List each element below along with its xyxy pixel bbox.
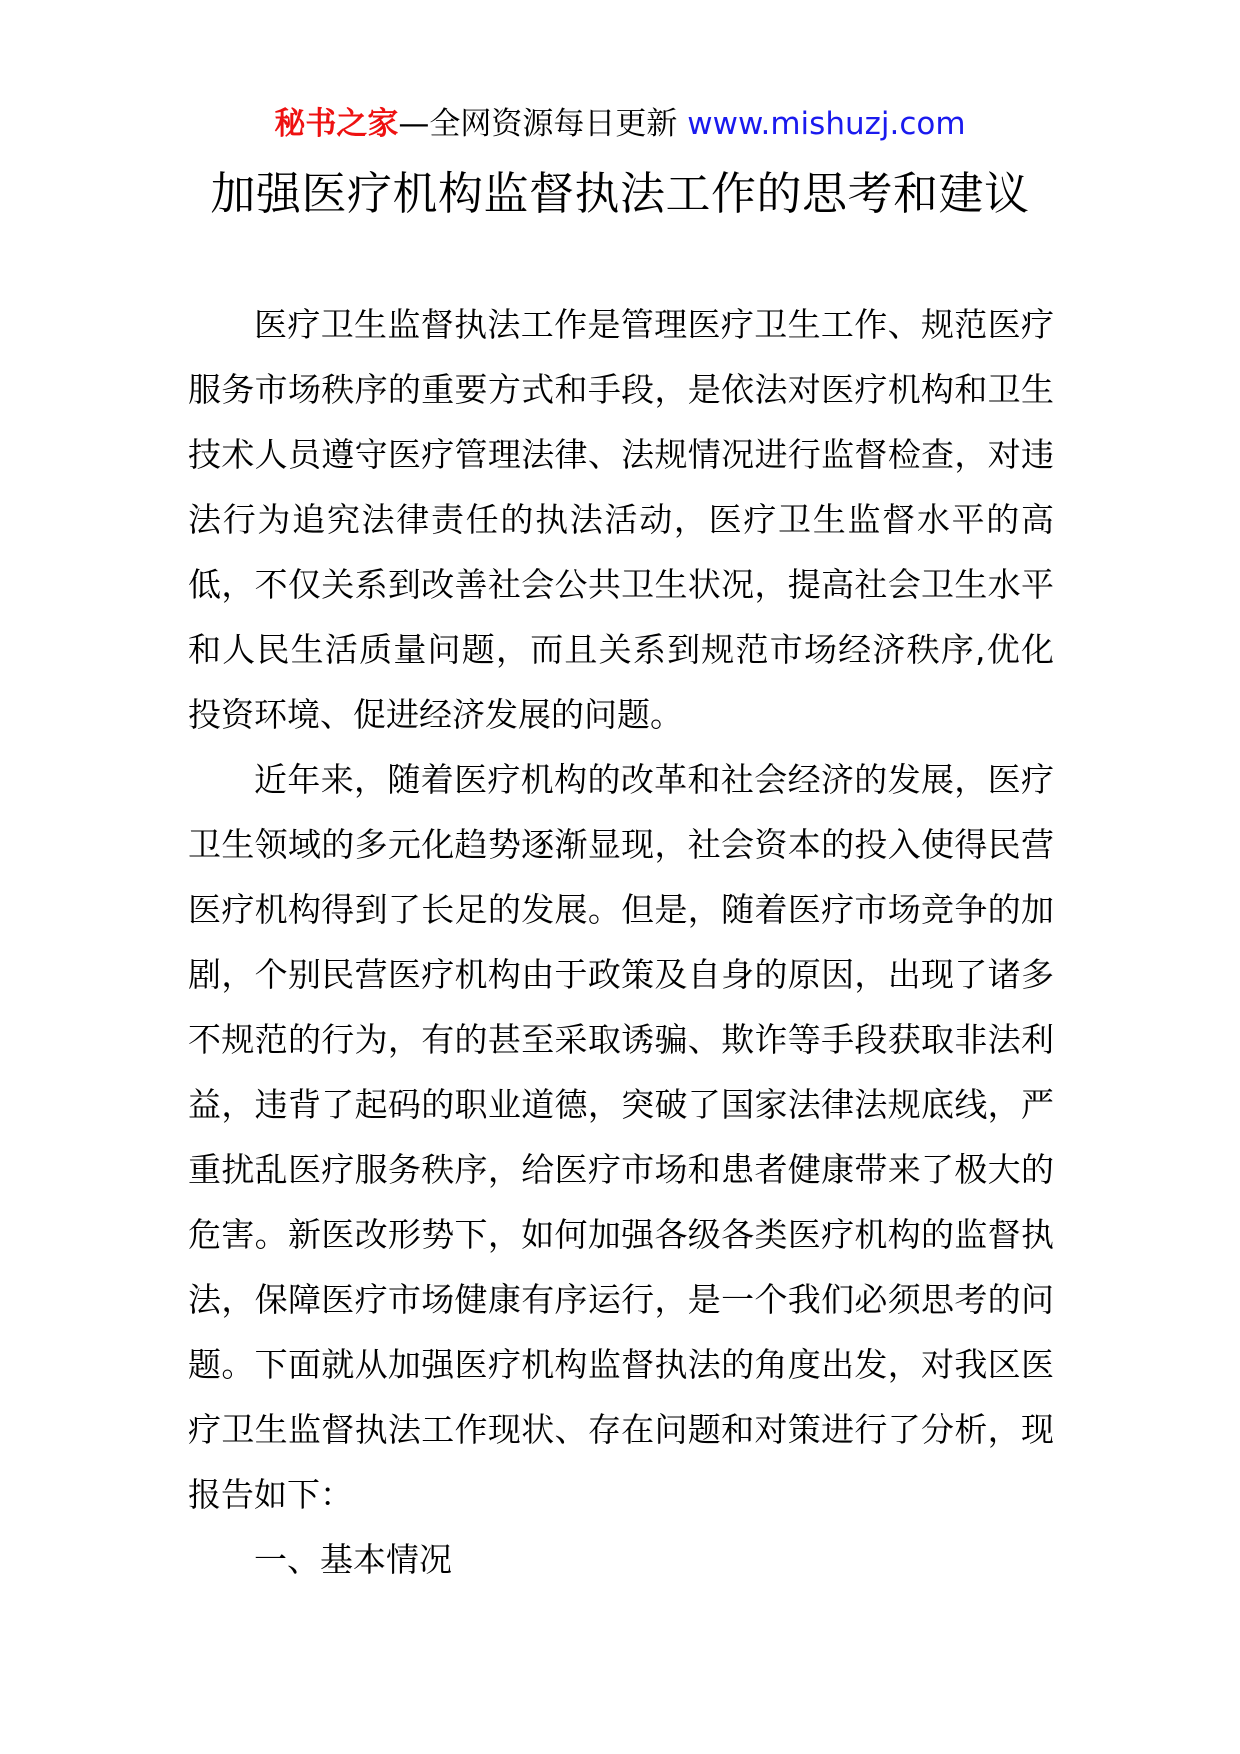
site-header [0, 100, 1240, 148]
brand-name: 秘书之家 [274, 106, 399, 142]
document-title: 加强医疗机构监督执法工作的思考和建议 [210, 167, 1030, 220]
document-body [188, 292, 1054, 1592]
section-heading-basic-situation: 一、基本情况 [254, 1540, 452, 1579]
paragraph-intro: 医疗卫生监督执法工作是管理医疗卫生工作、规范医疗服务市场秩序的重要方式和手段，是依法对医疗机构和卫生技术人员遵守医疗管理法律、法规情况进行监督检查，对违法行为追究法律责任的执法活动，医疗卫生监督水平的高低，不仅关系到改善社会公共卫生状况，提高社会卫生水平和人民生活质量问题，而且关系到规范市场经济秩序,优化投资环境、促进经济发展的问题。 [188, 305, 1054, 734]
site-url-link[interactable]: www.mishuzj.com [687, 106, 966, 142]
paragraph-background: 近年来，随着医疗机构的改革和社会经济的发展，医疗卫生领域的多元化趋势逐渐显现，社会资本的投入使得民营医疗机构得到了长足的发展。但是，随着医疗市场竞争的加剧，个别民营医疗机构由于政策及自身的原因，出现了诸多不规范的行为，有的甚至采取诱骗、欺诈等手段获取非法利益，违背了起码的职业道德，突破了国家法律法规底线，严重扰乱医疗服务秩序，给医疗市场和患者健康带来了极大的危害。新医改形势下，如何加强各级各类医疗机构的监督执法，保障医疗市场健康有序运行，是一个我们必须思考的问题。下面就从加强医疗机构监督执法的角度出发，对我区医疗卫生监督执法工作现状、存在问题和对策进行了分析，现报告如下： [188, 760, 1054, 1514]
header-tagline: —全网资源每日更新 [398, 106, 688, 142]
